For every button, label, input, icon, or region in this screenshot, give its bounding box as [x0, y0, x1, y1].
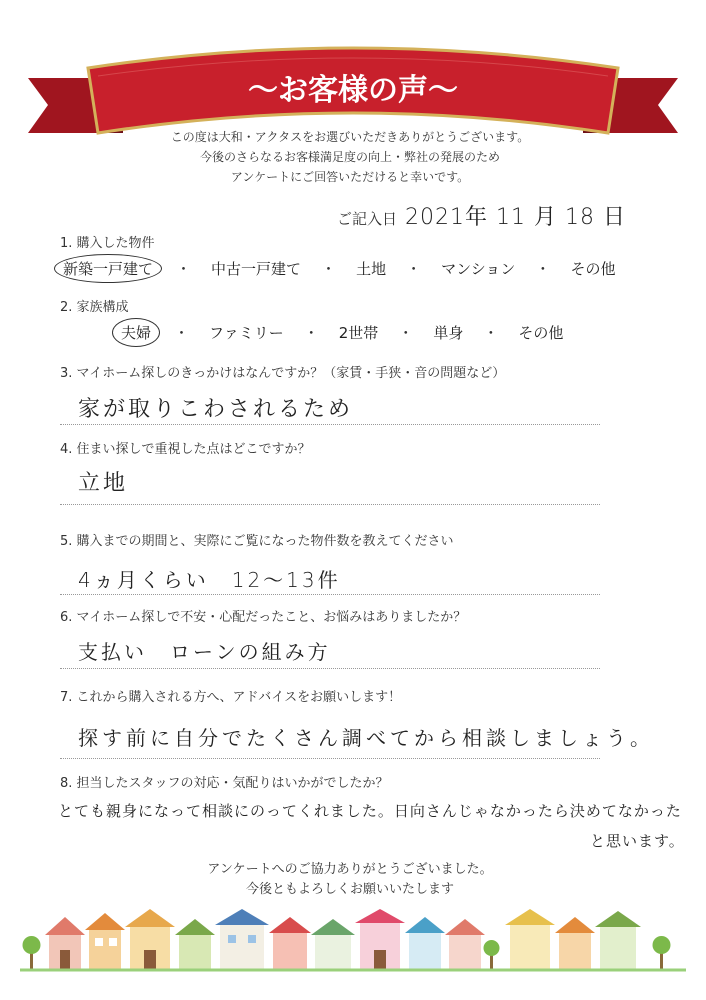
date-row: [337, 200, 626, 231]
footer-line-1: アンケートへのご協力ありがとうございました。: [207, 862, 493, 877]
tree-icon: [484, 940, 500, 970]
question-6-label: 6. マイホーム探しで不安・心配だったこと、お悩みはありましたか？: [60, 610, 467, 625]
intro-line-3: アンケートにご回答いただけると幸いです。: [230, 170, 470, 184]
question-4-label: 4. 住まい探しで重視した点はどこですか？: [60, 442, 311, 457]
question-3-answer: 家が取りこわされるため: [78, 397, 354, 422]
intro-line-1: この度は大和・アクタスをお選びいただきありがとうございます。: [170, 130, 530, 144]
tree-icon: [653, 936, 671, 970]
house-icon: [175, 919, 215, 970]
date-value: 2021年 11 月 18 日: [405, 205, 626, 230]
question-2-options: 夫婦 ・ ファミリー ・ 2世帯 ・ 単身 ・ その他: [112, 318, 569, 347]
question-7-answer: 探す前に自分でたくさん調べてから相談しましょう。: [78, 726, 654, 750]
house-icon: [125, 909, 175, 970]
option-land[interactable]: 土地: [356, 260, 387, 278]
question-2-label: 2. 家族構成: [60, 300, 129, 315]
answer-line-5: [60, 594, 600, 595]
answer-line-7: [60, 758, 600, 759]
question-6-answer: 支払い ローンの組み方: [78, 640, 331, 664]
option-other-2[interactable]: その他: [518, 324, 564, 342]
option-couple[interactable]: 夫婦: [112, 318, 160, 347]
house-icon: [45, 917, 85, 970]
house-icon: [311, 919, 355, 970]
question-8-label: 8. 担当したスタッフの対応・気配りはいかがでしたか？: [60, 776, 389, 791]
option-other[interactable]: その他: [570, 260, 616, 278]
house-icon: [405, 917, 445, 970]
answer-line-6: [60, 668, 600, 669]
question-8-answer-line-1: とても親身になって相談にのってくれました。日向さんじゃなかったら決めてなかった: [58, 802, 682, 820]
question-3-label: 3. マイホーム探しのきっかけはなんですか？（家賃・手狭・音の問題など）: [60, 366, 506, 381]
house-icon: [595, 911, 641, 970]
question-1-options: 新築一戸建て ・ 中古一戸建て ・ 土地 ・ マンション ・ その他: [54, 254, 621, 283]
house-icon: [269, 917, 311, 970]
question-7-label: 7. これから購入される方へ、アドバイスをお願いします！: [60, 690, 402, 705]
question-8-answer-line-2: と思います。: [590, 832, 685, 850]
footer-line-2: 今後ともよろしくお願いいたします: [245, 882, 454, 897]
option-family[interactable]: ファミリー: [209, 324, 284, 342]
house-icon: [445, 919, 485, 970]
question-5-label: 5. 購入までの期間と、実際にご覧になった物件数を教えてください: [60, 534, 454, 549]
tree-icon: [23, 936, 41, 970]
option-used-house[interactable]: 中古一戸建て: [211, 260, 302, 278]
option-mansion[interactable]: マンション: [441, 260, 516, 278]
house-icon: [215, 909, 269, 970]
question-1-label: 1. 購入した物件: [60, 236, 155, 251]
house-icon: [505, 909, 555, 970]
intro-line-2: 今後のさらなるお客様満足度の向上・弊社の発展のため: [199, 150, 500, 164]
banner-title: ～お客様の声～: [248, 73, 458, 108]
question-4-answer: 立地: [78, 471, 129, 496]
house-icon: [85, 913, 125, 970]
date-label: ご記入日: [337, 210, 398, 228]
answer-line-4: [60, 504, 600, 505]
houses-illustration: [20, 905, 686, 975]
house-icon: [355, 909, 405, 970]
question-5-answer: 4ヵ月くらい 12～13件: [78, 568, 341, 592]
option-single[interactable]: 単身: [433, 324, 464, 342]
house-icon: [555, 917, 595, 970]
option-two-generation[interactable]: 2世帯: [338, 324, 379, 342]
option-new-house[interactable]: 新築一戸建て: [54, 254, 162, 283]
answer-line-3: [60, 424, 600, 425]
